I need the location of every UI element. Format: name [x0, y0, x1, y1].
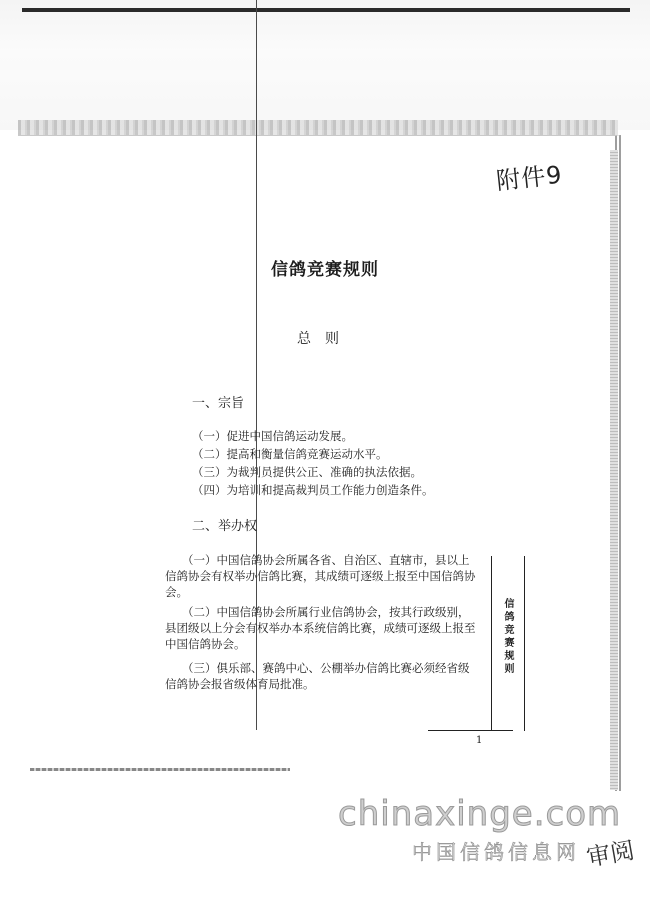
- page-edge: [610, 150, 618, 790]
- footer-rule: [428, 730, 513, 731]
- purpose-item: （四）为培训和提高裁判员工作能力创造条件。: [192, 483, 434, 497]
- watermark-domain: chinaxinge.com: [338, 794, 622, 834]
- purpose-item: （二）提高和衡量信鸽竞赛运动水平。: [192, 447, 388, 461]
- heading-hosting-rights: 二、举办权: [192, 519, 258, 534]
- paragraph-line: 县团级以上分会有权举办本系统信鸽比赛，成绩可逐级上报至: [165, 621, 476, 635]
- paragraph-line: （二）中国信鸽协会所属行业信鸽协会，按其行政级别，: [182, 605, 470, 619]
- document-title: 信鸽竞赛规则: [271, 260, 379, 280]
- handwritten-attachment-tag: 附件9: [494, 160, 564, 196]
- scan-edge-line: [22, 8, 630, 12]
- paragraph-line: 信鸽协会有权举办信鸽比赛，其成绩可逐级上报至中国信鸽协: [165, 569, 476, 583]
- paragraph-line: 会。: [165, 585, 188, 599]
- heading-purpose: 一、宗旨: [192, 396, 245, 411]
- sidebar-rule: [491, 556, 492, 731]
- page-number: 1: [476, 735, 483, 746]
- scan-background-top: [0, 0, 650, 130]
- section-title: 总则: [297, 331, 353, 347]
- paragraph-line: （三）俱乐部、赛鸽中心、公棚举办信鸽比赛必须经省级: [182, 661, 470, 675]
- paragraph-line: （一）中国信鸽协会所属各省、自治区、直辖市，县以上: [182, 553, 470, 567]
- document-page: [18, 135, 621, 791]
- purpose-item: （一）促进中国信鸽运动发展。: [192, 429, 353, 443]
- sidebar-running-title: 信鸽竞赛规则: [502, 598, 513, 676]
- handwritten-signature: 审阅: [584, 836, 637, 872]
- watermark-site-name: 中国信鸽信息网: [412, 840, 580, 864]
- scan-streak: [30, 768, 290, 771]
- sidebar-rule: [524, 556, 525, 731]
- paragraph-line: 中国信鸽协会。: [165, 637, 246, 651]
- paragraph-line: 信鸽协会报省级体育局批准。: [165, 677, 315, 691]
- purpose-item: （三）为裁判员提供公正、准确的执法依据。: [192, 465, 422, 479]
